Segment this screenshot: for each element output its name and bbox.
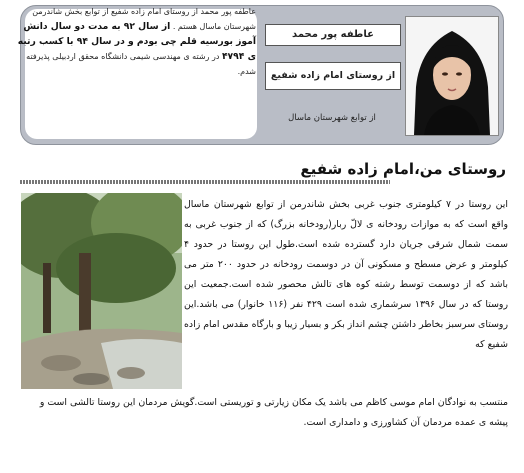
article-title: روستای من،امام زاده شفیع <box>300 160 506 178</box>
bio-intro: عاطفه پور محمد از روستای امام زاده شفیع از توابع بخش شاندرمن شهرستان ماسال هستم . <box>32 7 256 31</box>
village-heading: از روستای امام زاده شفیع <box>265 62 401 90</box>
bio-outro: در رشته ی مهندسی شیمی دانشگاه محقق اردبیلی پذیرفته شدم. <box>26 52 256 76</box>
bio-highlight: از سال ۹۲ به مدت دو سال دانش آموز بورسیه قلم چی بودم و در سال ۹۴ با کسب رتبه ی ۴۷۹۴ <box>17 21 256 62</box>
title-divider <box>20 180 390 184</box>
bio-text <box>12 4 256 79</box>
county-label: از توابع شهرستان ماسال <box>288 113 376 123</box>
village-photo <box>21 193 182 389</box>
article-body-bottom: منتسب به نوادگان امام موسی کاظم می باشد یک مکان زیارتی و توریستی است.گویش مردمان این روستا تالشی است و پیشه ی عمده مردمان آن کشاورزی و دامداری است. <box>39 397 508 428</box>
author-photo <box>405 16 499 136</box>
author-name: عاطفه پور محمد <box>265 24 401 46</box>
article-body-top: این روستا در ۷ کیلومتری جنوب غربی بخش شاندرمن از توابع شهرستان ماسال واقع است که به موازات رودخانه ی لالّ ربار(رودخانه بزرگ) که از جنوب غربی به سمت شمال شرقی جریان دارد گسترده شده است.طول این روستا در حدود ۴ کیلومتر و عرض مسطح و مسکونی آن در دوسمت رودخانه در حدود ۲۰۰ متر می باشد که از دوسمت توسط رشته کوه های تالش محصور شده است.جمعیت این روستا که در سال ۱۳۹۶ سرشماری شده است ۴۲۹ نفر (۱۱۶ خانوار) می باشد.این روستای سرسبز بخاطر داشتن چشم انداز بکر و بسیار زیبا و بارگاه مقدس امام زاده شفیع که <box>184 199 508 350</box>
